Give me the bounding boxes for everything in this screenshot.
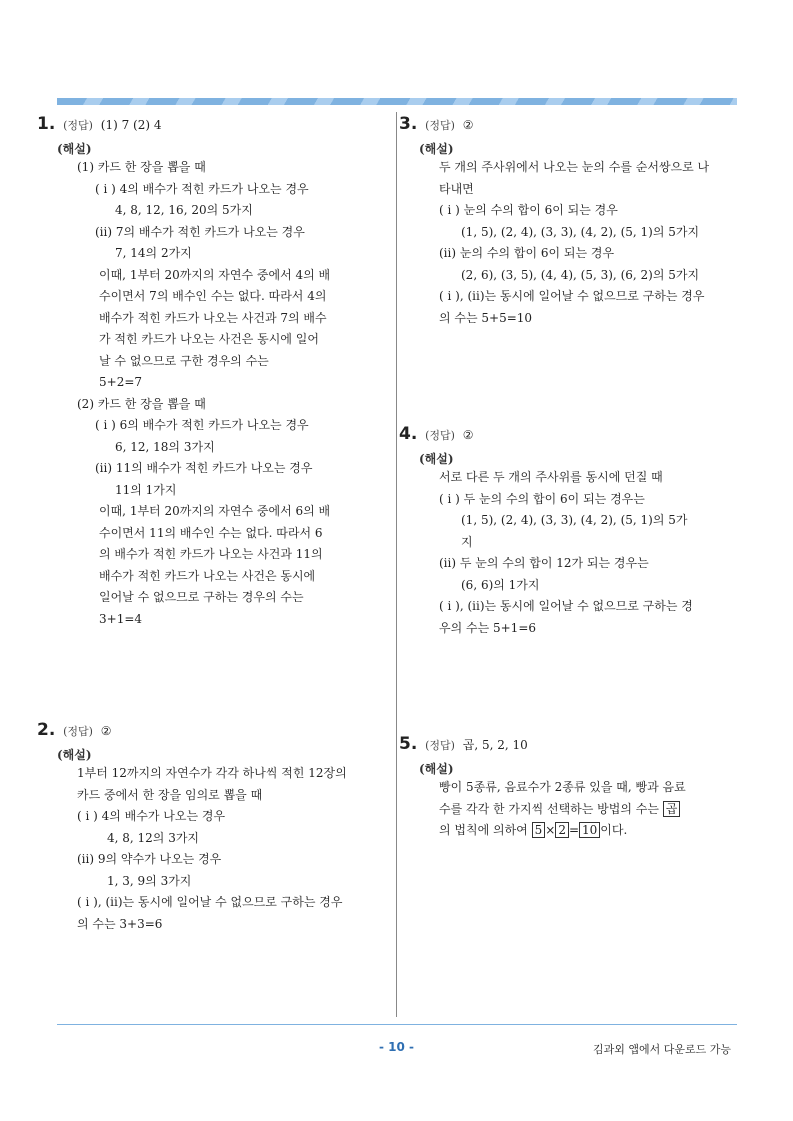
- solution-line: 1부터 12까지의 자연수가 각각 하나씩 적힌 12장의: [77, 766, 347, 780]
- solution-line: ( i ), (ii)는 동시에 일어날 수 없으므로 구하는 경: [439, 599, 693, 613]
- solution-line: 서로 다른 두 개의 주사위를 동시에 던질 때: [439, 470, 663, 484]
- solution-line: ( i ) 눈의 수의 합이 6이 되는 경우: [439, 203, 618, 217]
- solution-line: 가 적힌 카드가 나오는 사건은 동시에 일어: [99, 332, 319, 346]
- solution-line: ( i ) 6의 배수가 적힌 카드가 나오는 경우: [95, 418, 309, 432]
- solution-label: (해설): [419, 142, 454, 156]
- answer-value: (1) 7 (2) 4: [100, 118, 162, 132]
- problem-5: [399, 734, 744, 842]
- solution-label: (해설): [419, 762, 454, 776]
- solution-line: 1, 3, 9의 3가지: [107, 873, 192, 888]
- solution-line: [439, 820, 744, 842]
- solution-line: (ii) 9의 약수가 나오는 경우: [77, 852, 222, 866]
- page-number: - 10 -: [378, 1040, 414, 1054]
- solution-line: [439, 799, 744, 821]
- solution-line: 우의 수는 5+1=6: [439, 620, 537, 635]
- solution-line: ( i ) 두 눈의 수의 합이 6이 되는 경우는: [439, 491, 645, 506]
- answer-value: ②: [100, 724, 112, 738]
- solution-label: (해설): [57, 748, 92, 762]
- solution-line: (ii) 11의 배수가 적힌 카드가 나오는 경우: [95, 461, 313, 475]
- solution-line: 4, 8, 12, 16, 20의 5가지: [115, 203, 253, 217]
- solution-line: (2) 카드 한 장을 뽑을 때: [77, 396, 206, 411]
- problem-2: [37, 720, 387, 935]
- solution-line: 일어날 수 없으므로 구하는 경우의 수는: [99, 590, 304, 604]
- solution-line: 이때, 1부터 20까지의 자연수 중에서 6의 배: [99, 504, 331, 518]
- solution-text: 의 법칙에 의하여: [439, 823, 528, 837]
- solution-text: 이다.: [600, 823, 628, 837]
- solution-line: 빵이 5종류, 음료수가 2종류 있을 때, 빵과 음료: [439, 780, 686, 794]
- problem-3: [399, 114, 744, 329]
- answer-label: (정답): [425, 739, 455, 752]
- solution-line: 7, 14의 2가지: [115, 246, 192, 260]
- answer-box: 5: [532, 822, 546, 838]
- solution-line: 의 배수가 적힌 카드가 나오는 사건과 11의: [99, 547, 323, 561]
- solution-line: 지: [461, 534, 473, 549]
- footer-rule: [57, 1024, 737, 1025]
- header-decor-bar: [57, 98, 737, 105]
- solution-text: 수를 각각 한 가지씩 선택하는 방법의 수는: [439, 801, 659, 816]
- solution-line: 이때, 1부터 20까지의 자연수 중에서 4의 배: [99, 267, 331, 282]
- solution-line: 6, 12, 18의 3가지: [115, 439, 215, 454]
- problem-2-header: [37, 720, 387, 740]
- solution-line: (6, 6)의 1가지: [461, 577, 540, 592]
- problem-5-header: [399, 734, 744, 754]
- column-divider: [396, 112, 397, 1017]
- solution-line: ( i ) 4의 배수가 나오는 경우: [77, 809, 226, 823]
- problem-1: [37, 114, 387, 630]
- solution-label: (해설): [57, 142, 92, 156]
- solution-line: (ii) 두 눈의 수의 합이 12가 되는 경우는: [439, 556, 649, 570]
- solution-line: 의 수는 5+5=10: [439, 310, 533, 325]
- answer-label: (정답): [63, 119, 93, 132]
- solution-line: 수이면서 7의 배수인 수는 없다. 따라서 4의: [99, 289, 327, 303]
- answer-label: (정답): [425, 429, 455, 442]
- problem-4: [399, 424, 744, 639]
- solution-line: 3+1=4: [99, 611, 143, 626]
- solution-line: ( i ) 4의 배수가 적힌 카드가 나오는 경우: [95, 181, 309, 196]
- solution-line: 날 수 없으므로 구한 경우의 수는: [99, 353, 269, 368]
- problem-number: 2.: [37, 720, 56, 740]
- solution-label: (해설): [419, 452, 454, 466]
- solution-line: (1, 5), (2, 4), (3, 3), (4, 2), (5, 1)의 5가: [461, 513, 688, 527]
- solution-line: 수이면서 11의 배수인 수는 없다. 따라서 6: [99, 525, 323, 540]
- answer-value: ②: [462, 118, 474, 132]
- times-sign: ×: [545, 823, 556, 837]
- solution-line: ( i ), (ii)는 동시에 일어날 수 없으므로 구하는 경우: [77, 895, 343, 909]
- solution-line: 의 수는 3+3=6: [77, 916, 163, 931]
- solution-line: (1, 5), (2, 4), (3, 3), (4, 2), (5, 1)의 5가지: [461, 224, 700, 239]
- solution-line: 두 개의 주사위에서 나오는 눈의 수를 순서쌍으로 나: [439, 160, 710, 174]
- footer-note: 김과외 앱에서 다운로드 가능: [592, 1043, 731, 1056]
- answer-value: 곱, 5, 2, 10: [462, 738, 528, 752]
- answer-label: (정답): [63, 725, 93, 738]
- problem-number: 1.: [37, 114, 56, 134]
- answer-box: 2: [555, 822, 569, 838]
- solution-line: 배수가 적힌 카드가 나오는 사건과 7의 배수: [99, 310, 327, 325]
- solution-line: ( i ), (ii)는 동시에 일어날 수 없으므로 구하는 경우: [439, 289, 705, 303]
- problem-number: 4.: [399, 424, 418, 444]
- equals-sign: =: [568, 823, 580, 837]
- answer-label: (정답): [425, 119, 455, 132]
- solution-line: 배수가 적힌 카드가 나오는 사건은 동시에: [99, 568, 316, 583]
- answer-box: 곱: [663, 801, 681, 817]
- solution-line: (ii) 7의 배수가 적힌 카드가 나오는 경우: [95, 224, 305, 239]
- problem-3-header: [399, 114, 744, 134]
- solution-line: (1) 카드 한 장을 뽑을 때: [77, 160, 206, 174]
- problem-4-header: [399, 424, 744, 444]
- answer-box: 10: [579, 822, 600, 838]
- solution-line: (2, 6), (3, 5), (4, 4), (5, 3), (6, 2)의 5가지: [461, 267, 700, 282]
- solution-line: 11의 1가지: [115, 482, 177, 497]
- solution-line: (ii) 눈의 수의 합이 6이 되는 경우: [439, 246, 615, 260]
- solution-line: 4, 8, 12의 3가지: [107, 830, 200, 845]
- answer-value: ②: [462, 428, 474, 442]
- problem-number: 5.: [399, 734, 418, 754]
- solution-line: 5+2=7: [99, 375, 143, 389]
- problem-number: 3.: [399, 114, 418, 134]
- solution-line: 카드 중에서 한 장을 임의로 뽑을 때: [77, 787, 263, 802]
- solution-line: 타내면: [439, 181, 474, 196]
- problem-1-header: [37, 114, 387, 134]
